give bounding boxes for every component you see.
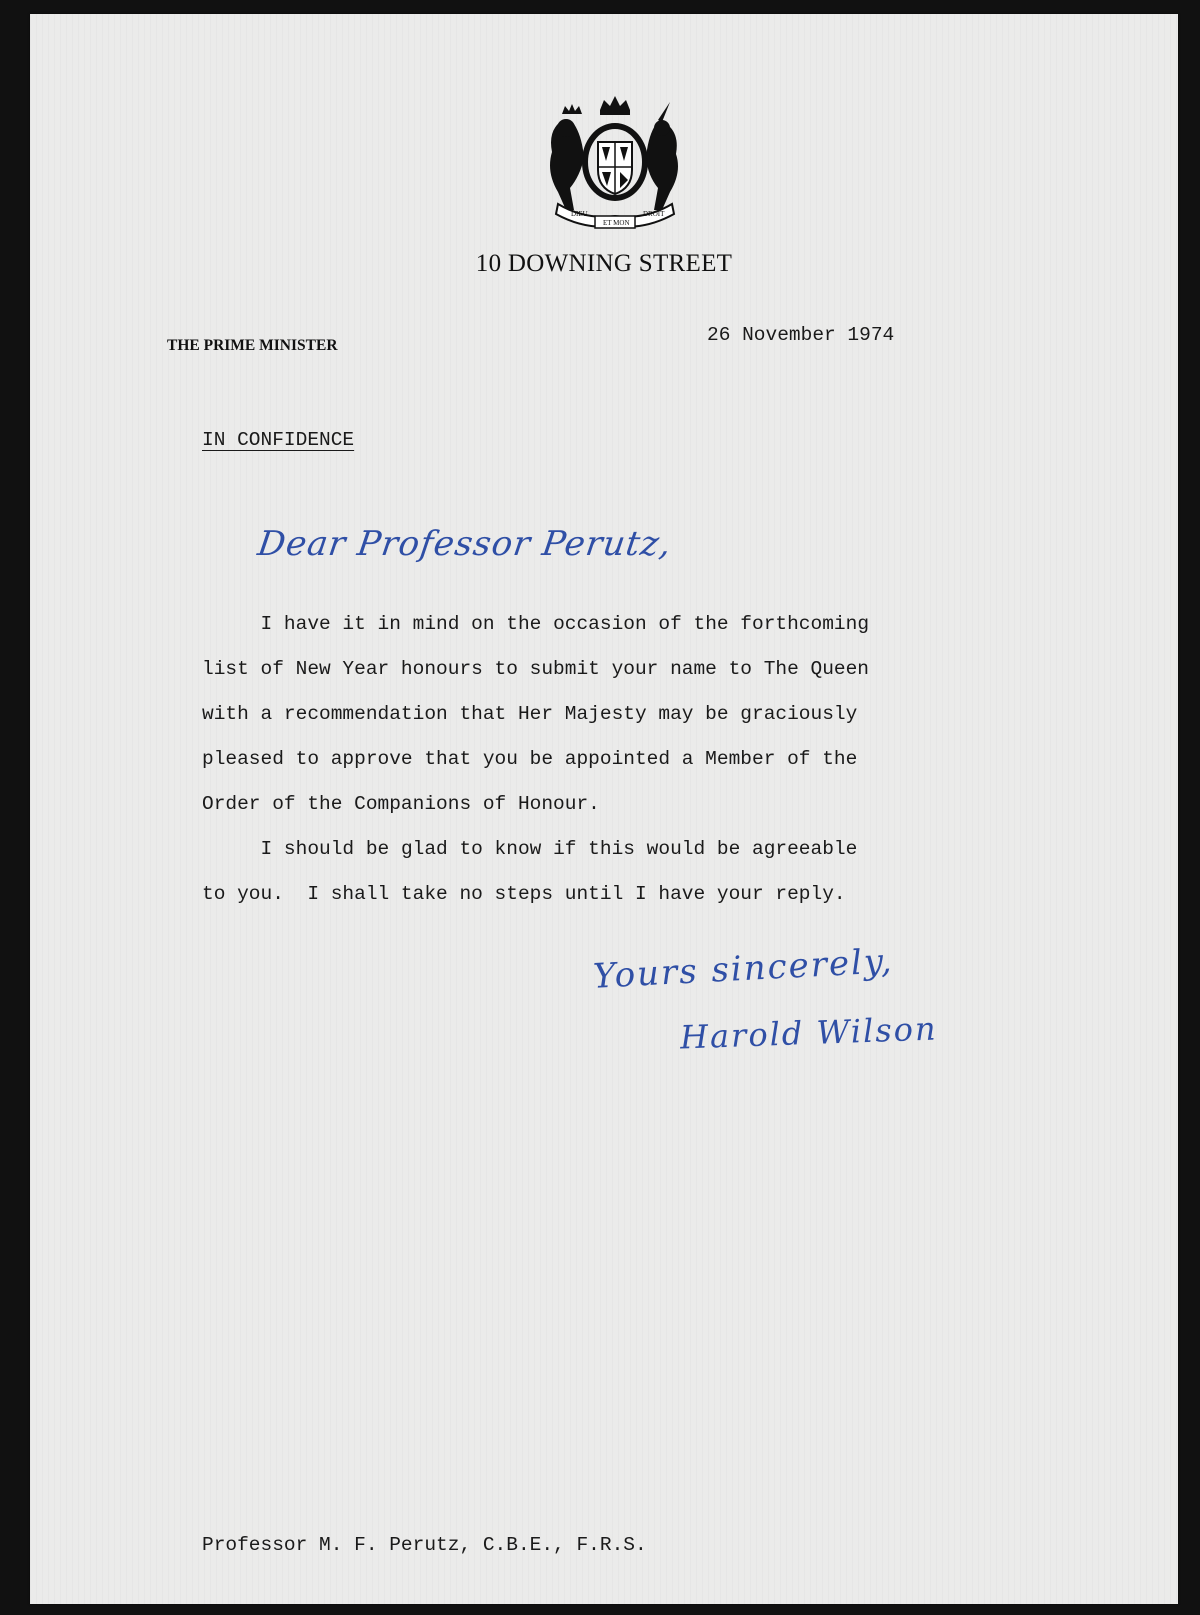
svg-text:ET MON: ET MON (603, 219, 630, 227)
body-paragraph: I have it in mind on the occasion of the forthcoming list of New Year honours to submit your name to The Queen with a recommendation that Her Majesty may be graciously pleased to approve that you be appointed a Member of the Order of the Companions of Honour. (202, 613, 870, 815)
handwritten-closing: Yours sincerely, (592, 941, 895, 997)
svg-text:DROIT: DROIT (643, 210, 665, 218)
addressee-line: Professor M. F. Perutz, C.B.E., F.R.S. (202, 1534, 647, 1556)
letterhead-address: 10 DOWNING STREET (475, 250, 733, 277)
royal-coat-of-arms-icon (540, 92, 690, 232)
handwritten-salutation: Dear Professor Perutz, (255, 524, 675, 564)
letterhead-office: THE PRIME MINISTER (167, 337, 338, 354)
confidentiality-heading: IN CONFIDENCE (202, 429, 355, 451)
letter-body (202, 602, 1002, 917)
svg-text:DIEU: DIEU (571, 210, 588, 218)
letter-sheet (30, 14, 1178, 1604)
handwritten-signature: Harold Wilson (679, 1009, 939, 1057)
letter-date: 26 November 1974 (707, 324, 895, 346)
body-paragraph: I should be glad to know if this would be agreeable to you. I shall take no steps until I have your reply. (202, 838, 858, 905)
